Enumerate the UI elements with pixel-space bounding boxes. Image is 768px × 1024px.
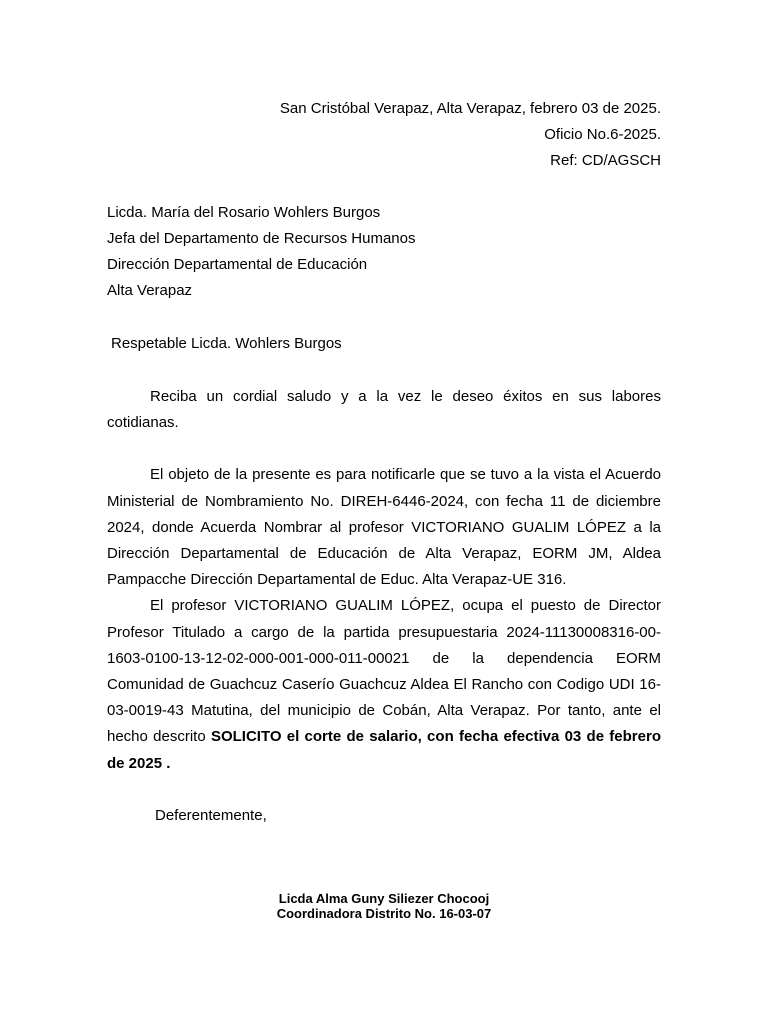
reference: Ref: CD/AGSCH — [550, 152, 661, 169]
recipient-office: Dirección Departamental de Educación — [107, 256, 368, 273]
recipient-location: Alta Verapaz — [107, 282, 193, 299]
recipient-position: Jefa del Departamento de Recursos Humanos — [107, 230, 416, 247]
letter-body — [107, 384, 661, 777]
recipient-block — [107, 200, 416, 304]
body-paragraph-2-text: El profesor VICTORIANO GUALIM LÓPEZ, ocupa el puesto de Director Profesor Titulado a cargo de la partida presupuestaria 2024-11130008316-00-1603-0100-13-12-02-000-001-000-011-00021 de la dependencia EORM Comunidad de Guachcuz Caserío Guachcuz Aldea El Rancho con Codigo UDI 16-03-0019-43 Matutina, del municipio de Cobán, Alta Verapaz. Por tanto, ante el hecho descrito — [107, 597, 661, 746]
greeting-paragraph: Reciba un cordial saludo y a la vez le deseo éxitos en sus labores cotidianas. — [107, 388, 661, 432]
signatory-title: Coordinadora Distrito No. 16-03-07 — [276, 906, 492, 921]
body-paragraph-1: El objeto de la presente es para notificarle que se tuvo a la vista el Acuerdo Ministerial de Nombramiento No. DIREH-6446-2024, con fecha 11 de diciembre 2024, donde Acuerda Nombrar al profesor VICTORIANO GUALIM LÓPEZ a la Dirección Departamental de Educación de Alta Verapaz, EORM JM, Aldea Pampacche Dirección Departamental de Educ. Alta Verapaz-UE 316. — [107, 466, 661, 589]
request-statement: SOLICITO el corte de salario, con fecha efectiva 03 de febrero de 2025 . — [107, 728, 661, 772]
oficio-number: Oficio No.6-2025. — [544, 126, 661, 143]
recipient-name: Licda. María del Rosario Wohlers Burgos — [107, 204, 381, 221]
body-paragraph-2 — [107, 593, 661, 776]
salutation: Respetable Licda. Wohlers Burgos — [111, 335, 342, 352]
place-date: San Cristóbal Verapaz, Alta Verapaz, febrero 03 de 2025. — [279, 100, 661, 117]
closing: Deferentemente, — [155, 807, 267, 824]
signature-block — [0, 891, 768, 921]
signatory-name: Licda Alma Guny Siliezer Chocooj — [278, 891, 490, 906]
letter-header — [107, 96, 661, 174]
